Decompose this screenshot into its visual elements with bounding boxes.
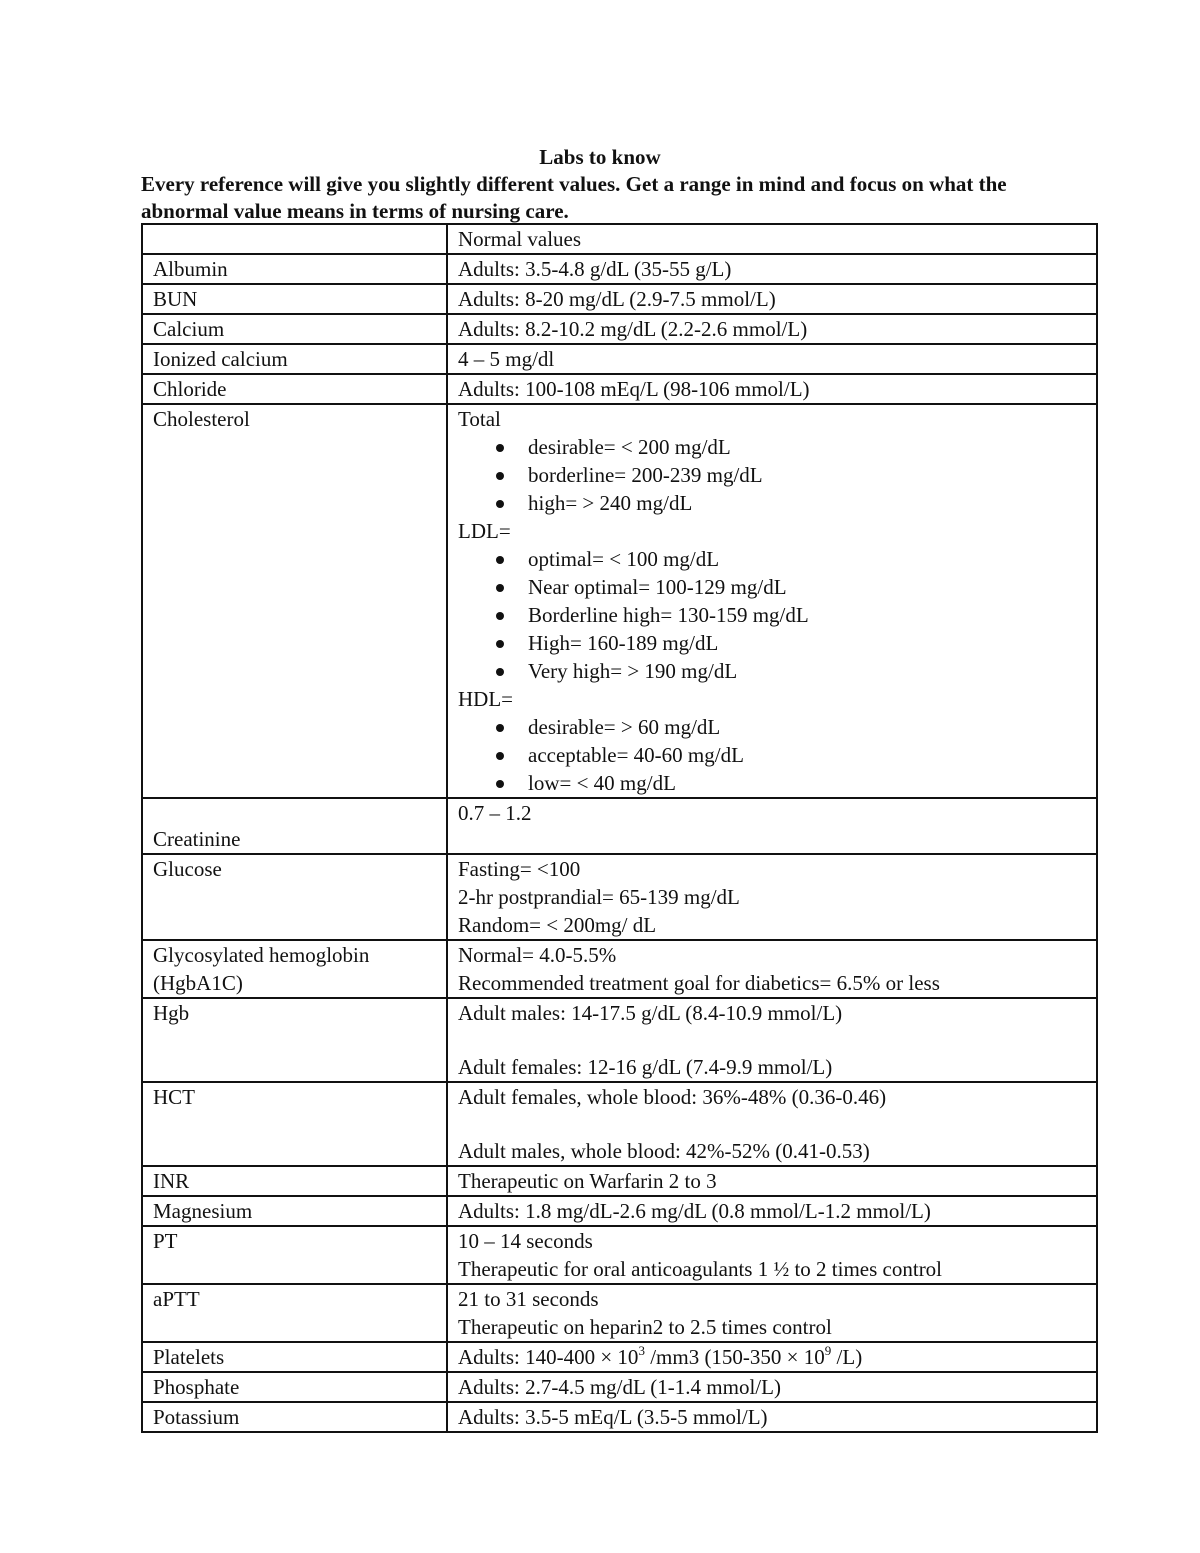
spacer	[458, 1027, 1086, 1053]
value-line: Therapeutic for oral anticoagulants 1 ½ to 2 times control	[458, 1257, 943, 1281]
lab-name: PT	[142, 1226, 447, 1284]
value-line: 2-hr postprandial= 65-139 mg/dL	[458, 885, 740, 909]
lab-name: INR	[142, 1166, 447, 1196]
value-line: Therapeutic on heparin2 to 2.5 times control	[458, 1315, 832, 1339]
lab-name	[142, 940, 447, 998]
value-line: Normal= 4.0-5.5%	[458, 943, 617, 967]
lab-value: Adults: 100-108 mEq/L (98-106 mmol/L)	[447, 374, 1097, 404]
table-row	[142, 374, 1097, 404]
list-item: desirable= > 60 mg/dL	[458, 713, 1086, 741]
value-suffix: /L)	[831, 1345, 863, 1369]
table-header-row	[142, 224, 1097, 254]
value-line: 10 – 14 seconds	[458, 1229, 593, 1253]
list-item: Very high= > 190 mg/dL	[458, 657, 1086, 685]
list-item: acceptable= 40-60 mg/dL	[458, 741, 1086, 769]
spacer	[458, 1111, 1086, 1137]
lab-value	[447, 1226, 1097, 1284]
value-line: Recommended treatment goal for diabetics= 6.5% or less	[458, 971, 940, 995]
cholesterol-hdl-label: HDL=	[458, 687, 514, 711]
lab-name: Hgb	[142, 998, 447, 1082]
lab-name: Calcium	[142, 314, 447, 344]
name-line: Glycosylated hemoglobin	[153, 943, 370, 967]
value-line: Adult females, whole blood: 36%-48% (0.36-0.46)	[458, 1085, 887, 1109]
lab-name: Cholesterol	[142, 404, 447, 798]
list-item: high= > 240 mg/dL	[458, 489, 1086, 517]
lab-value	[447, 998, 1097, 1082]
lab-value	[447, 1284, 1097, 1342]
value-line: Random= < 200mg/ dL	[458, 913, 657, 937]
lab-value: Adults: 2.7-4.5 mg/dL (1-1.4 mmol/L)	[447, 1372, 1097, 1402]
table-row	[142, 1284, 1097, 1342]
table-row-cholesterol	[142, 404, 1097, 798]
lab-value	[447, 404, 1097, 798]
list-item: optimal= < 100 mg/dL	[458, 545, 1086, 573]
table-row	[142, 314, 1097, 344]
lab-name: Albumin	[142, 254, 447, 284]
table-row	[142, 1372, 1097, 1402]
table-row	[142, 1082, 1097, 1166]
list-item: desirable= < 200 mg/dL	[458, 433, 1086, 461]
table-row	[142, 1342, 1097, 1372]
list-item: borderline= 200-239 mg/dL	[458, 461, 1086, 489]
lab-value	[447, 1342, 1097, 1372]
lab-name: Phosphate	[142, 1372, 447, 1402]
value-line: Adult males: 14-17.5 g/dL (8.4-10.9 mmol/L)	[458, 1001, 843, 1025]
value-line: Fasting= <100	[458, 857, 581, 881]
lab-value: Therapeutic on Warfarin 2 to 3	[447, 1166, 1097, 1196]
value-line: Adult females: 12-16 g/dL (7.4-9.9 mmol/L)	[458, 1055, 833, 1079]
lab-name: Ionized calcium	[142, 344, 447, 374]
lab-value: Adults: 3.5-5 mEq/L (3.5-5 mmol/L)	[447, 1402, 1097, 1432]
lab-name: Potassium	[142, 1402, 447, 1432]
superscript: 3	[638, 1343, 645, 1358]
table-row	[142, 284, 1097, 314]
intro-paragraph: Every reference will give you slightly different values. Get a range in mind and focus on what the abnormal value means in terms of nursing care.	[141, 172, 1007, 223]
table-row	[142, 1166, 1097, 1196]
value-line: Adult males, whole blood: 42%-52% (0.41-0.53)	[458, 1139, 870, 1163]
cholesterol-total-label: Total	[458, 407, 501, 431]
lab-name: HCT	[142, 1082, 447, 1166]
value-mid: /mm3 (150-350 × 10	[644, 1345, 825, 1369]
value-prefix: Adults: 140-400 × 10	[458, 1345, 639, 1369]
list-item: Borderline high= 130-159 mg/dL	[458, 601, 1086, 629]
value-line: 21 to 31 seconds	[458, 1287, 599, 1311]
lab-value: 0.7 – 1.2	[447, 798, 1097, 854]
table-row	[142, 1226, 1097, 1284]
table-row	[142, 1402, 1097, 1432]
lab-value: 4 – 5 mg/dl	[447, 344, 1097, 374]
lab-name: Chloride	[142, 374, 447, 404]
lab-name: Glucose	[142, 854, 447, 940]
table-row	[142, 940, 1097, 998]
table-row	[142, 854, 1097, 940]
lab-name: aPTT	[142, 1284, 447, 1342]
header-cell-lab	[142, 224, 447, 254]
superscript: 9	[824, 1343, 832, 1358]
name-line: (HgbA1C)	[153, 971, 243, 995]
list-item: Near optimal= 100-129 mg/dL	[458, 573, 1086, 601]
lab-name: Creatinine	[142, 798, 447, 854]
lab-value	[447, 854, 1097, 940]
lab-name: BUN	[142, 284, 447, 314]
cholesterol-ldl-label: LDL=	[458, 519, 511, 543]
table-row	[142, 344, 1097, 374]
table-row	[142, 1196, 1097, 1226]
lab-value	[447, 940, 1097, 998]
table-row	[142, 998, 1097, 1082]
lab-value: Adults: 8-20 mg/dL (2.9-7.5 mmol/L)	[447, 284, 1097, 314]
lab-value	[447, 1082, 1097, 1166]
table-row	[142, 254, 1097, 284]
lab-value: Adults: 8.2-10.2 mg/dL (2.2-2.6 mmol/L)	[447, 314, 1097, 344]
lab-value: Adults: 3.5-4.8 g/dL (35-55 g/L)	[447, 254, 1097, 284]
table-row	[142, 798, 1097, 854]
document-title: Labs to know	[539, 145, 661, 169]
labs-table	[141, 223, 1098, 1433]
header-cell-normal-values: Normal values	[447, 224, 1097, 254]
lab-name: Magnesium	[142, 1196, 447, 1226]
lab-value: Adults: 1.8 mg/dL-2.6 mg/dL (0.8 mmol/L-1.2 mmol/L)	[447, 1196, 1097, 1226]
list-item: High= 160-189 mg/dL	[458, 629, 1086, 657]
lab-name: Platelets	[142, 1342, 447, 1372]
list-item: low= < 40 mg/dL	[458, 769, 1086, 797]
